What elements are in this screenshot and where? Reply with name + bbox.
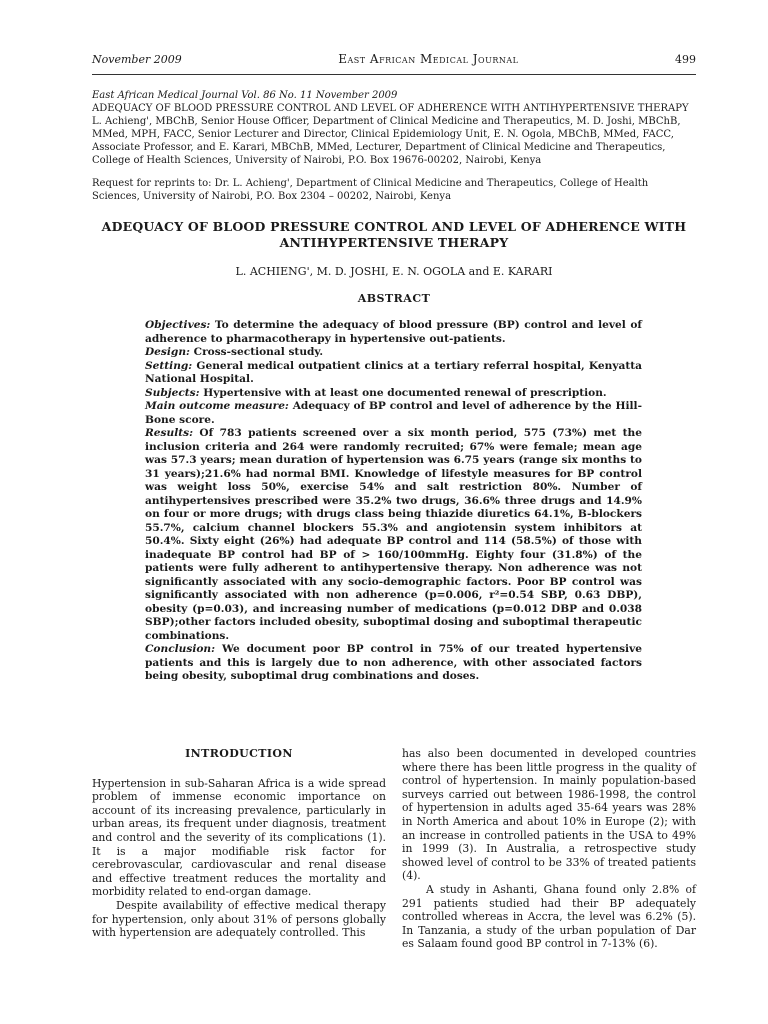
introduction-heading: INTRODUCTION: [185, 747, 293, 760]
setting-label: Setting:: [145, 359, 193, 372]
intro-paragraph-4: A study in Ashanti, Ghana found only 2.8% of 291 patients studied had their BP adequately controlled whereas in Accra, the level was 6.2% (5). In Tanzania, a study of the urban population of Dar es Salaam found good BP control in 7-13% (6).: [402, 882, 696, 951]
objectives-label: Objectives:: [145, 319, 211, 331]
abstract-objectives: [145, 319, 642, 346]
abstract-setting: [145, 360, 642, 387]
results-text: Of 783 patients screened over a six month period, 575 (73%) met the inclusion criteria and 264 were randomly recruited; 67% were female; mean age was 57.3 years; mean duration of hypertension was 6.75 years (range six months to 31 years);21.6% had normal BMI. Knowledge of lifestyle measures for BP control was weight loss 50%, exercise 54% and salt restriction 80%. Number of antihypertensives prescribed were 35.2% two drugs, 36.6% three drugs and 14.9% on four or more drugs; with drugs class being thiazide diuretics 64.1%, B-blockers 55.7%, calcium channel blockers 55.3% and angiotensin system inhibitors at 50.4%. Sixty eight (26%) had adequate BP control and 114 (58.5%) of those with inadequate BP control had BP of > 160/100mmHg. Eighty four (31.8%) of the patients were fully adherent to antihypertensive therapy. Non adherence was not significantly associated with any socio-demographic factors. Poor BP control was significantly associated with non adherence (p=0.006, r²=0.54 SBP, 0.63 DBP), obesity (p=0.03), and increasing number of medications (p=0.012 DBP and 0.038 SBP);other factors included obesity, suboptimal dosing and suboptimal therapeutic combinations.: [145, 427, 642, 642]
left-column: [92, 747, 386, 951]
journal-reference: East African Medical Journal Vol. 86 No. 11 November 2009: [92, 90, 398, 101]
design-label: Design:: [145, 346, 190, 358]
abstract-results: [145, 427, 642, 643]
citation-title: ADEQUACY OF BLOOD PRESSURE CONTROL AND LEVEL OF ADHERENCE WITH ANTIHYPERTENSIVE THERAPY: [92, 103, 689, 114]
abstract-conclusion: [145, 643, 642, 684]
author-list: L. ACHIENG', M. D. JOSHI, E. N. OGOLA and E. KARARI: [235, 265, 553, 278]
abstract-body: [145, 319, 642, 684]
setting-text: General medical outpatient clinics at a tertiary referral hospital, Kenyatta National Hospital.: [145, 359, 642, 385]
intro-paragraph-1: Hypertension in sub-Saharan Africa is a wide spread problem of immense economic importance on account of its increasing prevalence, particularly in urban areas, its frequent under diagnosis, treatment and control and the severity of its complications (1). It is a major modifiable risk factor for cerebrovascular, cardiovascular and renal disease and effective treatment reduces the mortality and morbidity related to end-organ damage.: [92, 776, 386, 899]
results-label: Results:: [145, 427, 194, 439]
subjects-label: Subjects:: [145, 386, 200, 399]
author-affiliations: L. Achieng', MBChB, Senior House Officer, Department of Clinical Medicine and Therapeutics, M. D. Joshi, MBChB, MMed, MPH, FACC, Senior Lecturer and Director, Clinical Epidemiology Unit, E. N. Ogola, MBChB, MMed, FACC, Associate Professor, and E. Karari, MBChB, MMed, Lecturer, Department of Clinical Medicine and Therapeutics, College of Health Sciences, University of Nairobi, P.O. Box 19676-00202, Nairobi, Kenya: [92, 116, 681, 166]
subjects-text: Hypertensive with at least one documented renewal of prescription.: [203, 386, 607, 399]
conclusion-label: Conclusion:: [145, 643, 216, 655]
design-text: Cross-sectional study.: [193, 346, 324, 358]
running-header: [92, 52, 696, 75]
objectives-text: To determine the adequacy of blood pressure (BP) control and level of adherence to pharmacotherapy in hypertensive out-patients.: [145, 319, 642, 345]
abstract-design: [145, 346, 642, 360]
conclusion-text: We document poor BP control in 75% of our treated hypertensive patients and this is largely due to non adherence, with other associated factors being obesity, suboptimal drug combinations and doses.: [145, 643, 642, 682]
intro-paragraph-2: Despite availability of effective medical therapy for hypertension, only about 31% of persons globally with hypertension are adequately controlled. This: [92, 898, 386, 940]
citation-block: [92, 89, 696, 167]
article-title: ADEQUACY OF BLOOD PRESSURE CONTROL AND LEVEL OF ADHERENCE WITH ANTIHYPERTENSIVE THERAPY: [101, 219, 687, 250]
right-column: [402, 747, 696, 951]
page-number: 499: [675, 53, 696, 66]
reprint-request: Request for reprints to: Dr. L. Achieng', Department of Clinical Medicine and Therapeutics, College of Health Sciences, University of Nairobi, P.O. Box 2304 – 00202, Nairobi, Kenya: [92, 178, 649, 202]
issue-date: November 2009: [92, 53, 182, 66]
journal-name: East African Medical Journal: [338, 52, 519, 66]
abstract-outcome: [145, 400, 642, 427]
outcome-label: Main outcome measure:: [145, 400, 289, 412]
abstract-heading: ABSTRACT: [357, 292, 431, 305]
journal-page: [92, 52, 696, 951]
abstract-subjects: [145, 387, 642, 401]
body-columns: [92, 747, 696, 951]
outcome-text: Adequacy of BP control and level of adherence by the Hill-Bone score.: [145, 400, 642, 426]
intro-paragraph-3: has also been documented in developed countries where there has been little progress in the quality of control of hypertension. In mainly population-based surveys carried out between 1986-1998, the control of hypertension in adults aged 35-64 years was 28% in North America and about 10% in Europe (2); with an increase in controlled patients in the USA to 49% in 1999 (3). In Australia, a retrospective study showed level of control to be 33% of treated patients (4).: [402, 747, 696, 883]
